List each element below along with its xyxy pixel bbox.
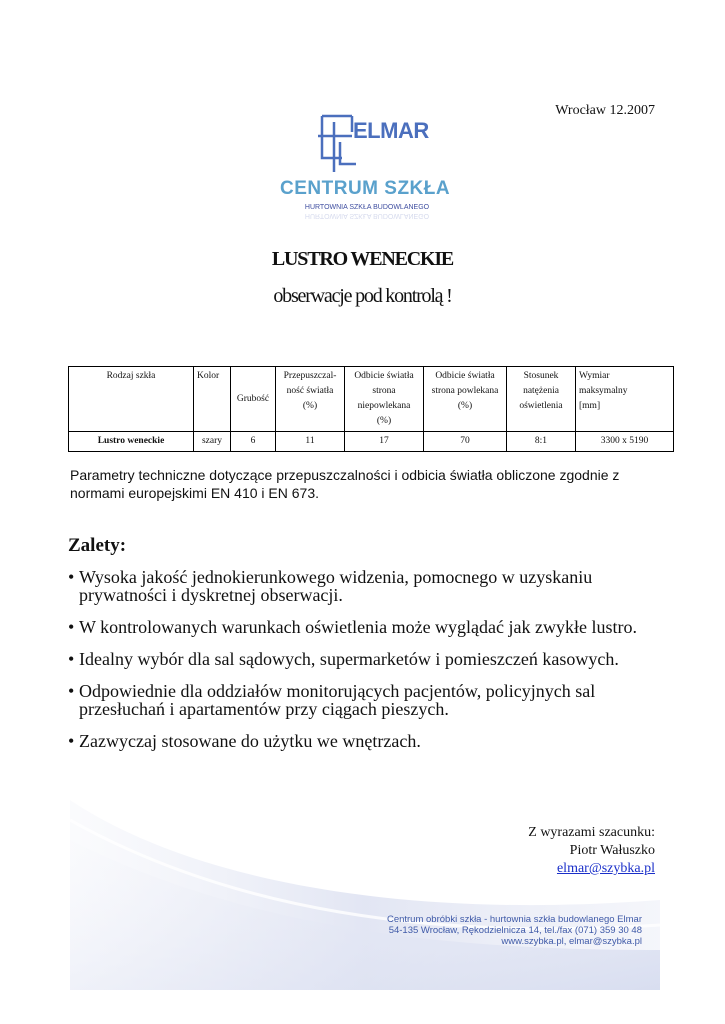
technical-note: Parametry techniczne dotyczące przepuszczalności i odbicia światła obliczone zgodnie z normami europejskimi EN 410 i EN 673. (70, 467, 620, 501)
list-item (68, 650, 668, 668)
header-stosunek-line: natężenia (523, 386, 559, 396)
advantages-heading: Zalety: (68, 535, 127, 556)
header-przepuszczalnosc-line: ność światła (286, 386, 334, 396)
list-item (68, 568, 668, 604)
cell-wymiar: 3300 x 5190 (576, 432, 674, 452)
advantage-text: Wysoka jakość jednokierunkowego widzenia, pomocnego w uzyskaniu prywatności i dyskretnej obserwacji. (79, 567, 593, 605)
cell-odbicie-niepowlekana: 17 (345, 432, 424, 452)
logo-tagline: HURTOWNIA SZKŁA BUDOWLANEGO (304, 204, 430, 211)
header-przepuszczalnosc-line: (%) (302, 401, 318, 411)
cell-kolor: szary (194, 432, 231, 452)
list-item (68, 732, 668, 750)
signatory-name: Piotr Wałuszko (569, 843, 655, 858)
header-odbicie-powlekana-line: strona powlekana (431, 386, 499, 396)
header-stosunek-line: Stosunek (523, 371, 559, 381)
header-odbicie-powlekana-line: Odbicie światła (435, 371, 495, 381)
header-odbicie-niepowlekana-line: strona (372, 386, 396, 396)
company-logo (270, 112, 460, 227)
bullet-icon: • (68, 617, 75, 637)
bullet-icon: • (68, 567, 75, 587)
header-rodzaj: Rodzaj szkła (69, 367, 194, 432)
header-wymiar (576, 367, 674, 432)
advantage-text: Odpowiednie dla oddziałów monitorujących pacjentów, policyjnych sal przesłuchań i apartamentów przy ciągach pieszych. (79, 681, 596, 719)
cell-przepuszczalnosc: 11 (276, 432, 345, 452)
footer-contact (382, 914, 642, 947)
document-subtitle: obserwacje pod kontrolą ! (273, 285, 452, 307)
header-przepuszczalnosc (276, 367, 345, 432)
header-kolor: Kolor (194, 367, 231, 432)
footer-line: 54-135 Wrocław, Rękodzielnicza 14, tel./fax (071) 359 30 48 (388, 925, 642, 936)
header-stosunek-line: oświetlenia (519, 401, 563, 411)
header-grubosc: Grubość (231, 367, 276, 432)
cell-stosunek: 8:1 (507, 432, 576, 452)
spec-table (68, 366, 674, 452)
header-odbicie-niepowlekana-line: Odbicie światła (354, 371, 414, 381)
advantages-list (68, 568, 668, 764)
advantage-text: Zazwyczaj stosowane do użytku we wnętrzach. (79, 731, 421, 751)
header-przepuszczalnosc-line: Przepuszczal- (283, 371, 337, 381)
footer-line: Centrum obróbki szkła - hurtownia szkła budowlanego Elmar (386, 914, 642, 925)
closing-block (528, 824, 655, 878)
cell-rodzaj: Lustro weneckie (69, 432, 194, 452)
closing-greeting: Z wyrazami szacunku: (528, 825, 655, 840)
logo-tagline-reflection: HURTOWNIA SZKŁA BUDOWLANEGO (304, 212, 430, 219)
header-odbicie-niepowlekana-line: (%) (376, 416, 392, 426)
header-wymiar-line: [mm] (579, 401, 601, 411)
cell-grubosc: 6 (231, 432, 276, 452)
logo-centrum-text: CENTRUM SZKŁA (280, 178, 451, 199)
table-header-row (69, 367, 674, 432)
letter-date: Wrocław 12.2007 (555, 103, 655, 118)
bullet-icon: • (68, 731, 75, 751)
list-item (68, 618, 668, 636)
list-item (68, 682, 668, 718)
cell-odbicie-powlekana: 70 (424, 432, 507, 452)
bullet-icon: • (68, 649, 75, 669)
header-odbicie-niepowlekana-line: niepowlekana (357, 401, 411, 411)
footer-line: www.szybka.pl, elmar@szybka.pl (501, 936, 642, 947)
logo-elmar-text: ELMAR (353, 118, 429, 143)
header-odbicie-powlekana (424, 367, 507, 432)
email-link[interactable]: elmar@szybka.pl (556, 861, 655, 876)
table-row (69, 432, 674, 452)
header-wymiar-line: Wymiar (579, 371, 610, 381)
header-stosunek (507, 367, 576, 432)
header-odbicie-niepowlekana (345, 367, 424, 432)
advantage-text: Idealny wybór dla sal sądowych, supermarketów i pomieszczeń kasowych. (79, 649, 619, 669)
advantage-text: W kontrolowanych warunkach oświetlenia może wyglądać jak zwykłe lustro. (79, 617, 637, 637)
header-wymiar-line: maksymalny (579, 386, 628, 396)
bullet-icon: • (68, 681, 75, 701)
header-odbicie-powlekana-line: (%) (457, 401, 473, 411)
document-title: LUSTRO WENECKIE (271, 248, 454, 270)
